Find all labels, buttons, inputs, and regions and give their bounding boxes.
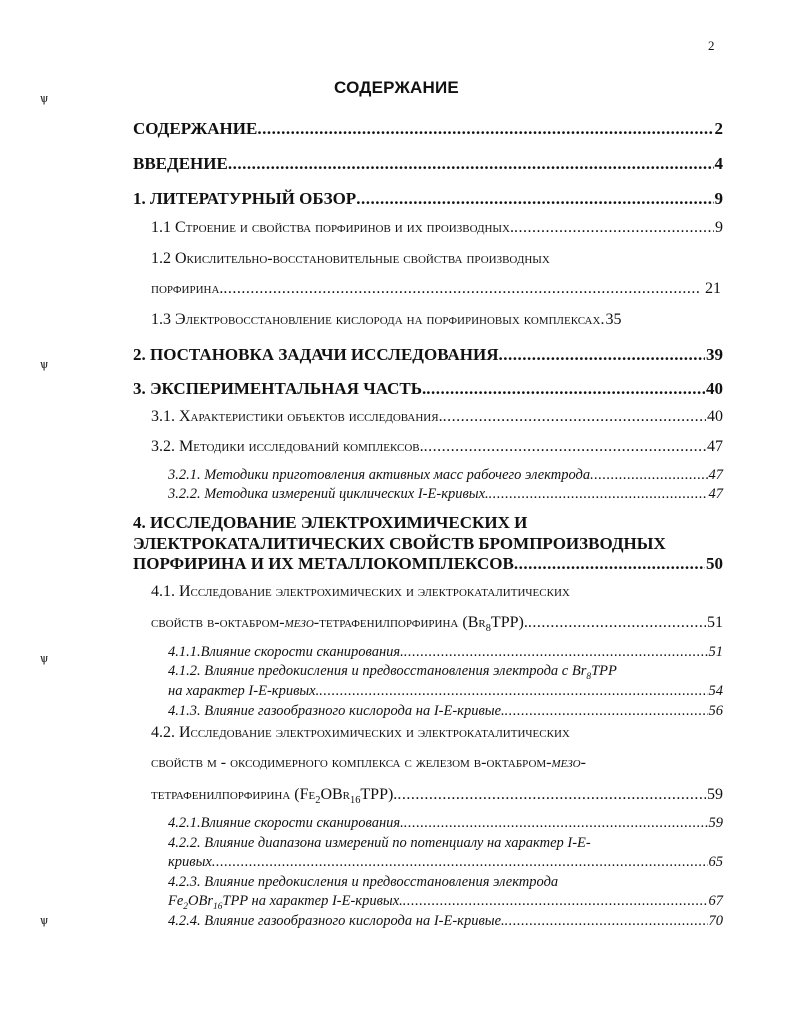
toc-page-number: 54	[708, 683, 723, 699]
toc-entry	[151, 408, 723, 426]
toc-entry-title: 4.2.4. Влияние газообразного кислорода на I-E-кривые.	[168, 913, 505, 929]
dot-leader	[228, 155, 714, 174]
title-part: OBr	[320, 786, 351, 803]
dot-leader	[404, 816, 708, 832]
dot-leader	[505, 914, 708, 930]
dot-leader	[489, 487, 708, 503]
page-title: СОДЕРЖАНИЕ	[334, 78, 459, 97]
toc-page-number: 51	[707, 614, 723, 631]
subscript: 8	[485, 623, 491, 635]
title-part-italic: мезо	[551, 754, 581, 771]
toc-entry	[168, 855, 723, 871]
dot-leader	[443, 408, 706, 426]
toc-entry	[133, 380, 723, 399]
subscript: 16	[350, 795, 361, 807]
toc-entry-title-line: 4. ИССЛЕДОВАНИЕ ЭЛЕКТРОХИМИЧЕСКИХ И	[133, 513, 528, 532]
toc-entry-title: 4.2.1.Влияние скорости сканирования.	[168, 815, 404, 831]
toc-page-number: 21	[705, 280, 721, 297]
toc-page-number: 9	[715, 219, 723, 236]
toc-entry-title	[151, 786, 397, 807]
dot-leader	[424, 438, 706, 456]
toc-entry-title: 3. ЭКСПЕРИМЕНТАЛЬНАЯ ЧАСТЬ.	[133, 379, 427, 398]
toc-entry	[151, 786, 723, 807]
toc-entry	[151, 311, 723, 329]
toc-page-number: 4	[714, 154, 723, 173]
title-part: свойств μ - оксодимерного комплекса с железом β-октабром-	[151, 754, 552, 771]
toc-page-number: 65	[708, 854, 723, 870]
page-number: 2	[708, 38, 715, 53]
dot-leader	[319, 684, 707, 700]
toc-page-number: 40	[706, 379, 723, 398]
dot-leader	[426, 380, 705, 399]
toc-entry-title: СОДЕРЖАНИЕ	[133, 119, 258, 138]
toc-page-number: 9	[714, 189, 723, 208]
title-part: 4.1.2. Влияние предокисления и предвосстановления электрода с Br	[168, 663, 587, 679]
dot-leader	[397, 786, 706, 804]
toc-entry-title: порфирина.	[151, 280, 224, 297]
dot-leader	[356, 190, 713, 209]
toc-page-number: 40	[707, 408, 723, 425]
title-part: TPP).	[360, 786, 398, 803]
toc-entry-title-line	[168, 664, 617, 682]
title-part: свойств β-октабром-	[151, 614, 285, 631]
toc-entry	[168, 645, 723, 661]
toc-entry	[151, 438, 723, 456]
toc-page-number: 70	[708, 913, 723, 929]
toc-entry-title: 2. ПОСТАНОВКА ЗАДАЧИ ИССЛЕДОВАНИЯ	[133, 345, 499, 364]
dot-leader	[403, 894, 708, 910]
toc-entry-title: 1. ЛИТЕРАТУРНЫЙ ОБЗОР	[133, 189, 357, 208]
title-part: тетрафенилпорфирина (Fe	[151, 786, 316, 803]
toc-entry	[168, 894, 723, 912]
toc-page-number: 59	[707, 786, 723, 803]
toc-entry-title: на характер I-E-кривых.	[168, 683, 320, 699]
title-part: OBr	[188, 893, 213, 909]
toc-page-number: 35	[605, 311, 622, 328]
toc-entry-title-line: 4.2.2. Влияние диапазона измерений по потенциалу на характер I-E-	[168, 835, 591, 851]
toc-entry-title-line	[151, 754, 586, 772]
toc-entry	[151, 219, 723, 237]
toc-page-number: 56	[708, 703, 723, 719]
dot-leader	[528, 614, 706, 632]
toc-page-number: 47	[708, 467, 723, 483]
toc-entry-title: ПОРФИРИНА И ИХ МЕТАЛЛОКОМПЛЕКСОВ	[133, 554, 514, 573]
toc-entry-title	[168, 894, 403, 912]
toc-entry-title: 3.1. Характеристики объектов исследования.	[151, 408, 443, 425]
toc-entry	[168, 816, 723, 832]
toc-entry	[168, 704, 723, 720]
subscript: 16	[212, 901, 223, 912]
toc-page-number: 50	[706, 554, 723, 573]
margin-scan-mark: ѱ	[40, 356, 49, 371]
toc-entry-title	[151, 614, 528, 635]
toc-entry	[151, 614, 723, 635]
margin-scan-mark: ѱ	[40, 912, 49, 927]
toc-page-number: 67	[708, 893, 723, 909]
title-part: Fe	[168, 893, 184, 909]
margin-scan-mark: ѱ	[40, 90, 49, 105]
subscript: 8	[586, 671, 592, 682]
dot-leader	[223, 280, 699, 298]
toc-page-number: 51	[708, 644, 723, 660]
toc-entry	[168, 684, 723, 700]
toc-page-number: 2	[714, 119, 723, 138]
title-part: TPP).	[490, 614, 528, 631]
toc-entry-title: 1.1 Строение и свойства порфиринов и их производных.	[151, 219, 514, 236]
dot-leader	[590, 468, 707, 484]
toc-entry-title: 3.2.1. Методики приготовления активных масс рабочего электрода	[168, 467, 591, 483]
margin-scan-mark: ѱ	[40, 650, 49, 665]
title-part: TPP на характер I-E-кривых.	[222, 893, 403, 909]
subscript: 2	[183, 901, 188, 912]
toc-entry	[133, 555, 723, 574]
dot-leader	[505, 704, 708, 720]
toc-entry-title: 1.3 Электровосстановление кислорода на порфириновых комплексах.	[151, 311, 605, 328]
toc-entry	[133, 155, 723, 174]
dot-leader	[404, 645, 708, 661]
dot-leader	[514, 555, 705, 574]
toc-entry-title-line: 4.2.3. Влияние предокисления и предвосстановления электрода	[168, 874, 559, 890]
dot-leader	[498, 346, 705, 365]
subscript: 2	[315, 795, 321, 807]
toc-entry-title: 3.2.2. Методика измерений циклических I-E-кривых.	[168, 486, 489, 502]
toc-entry	[168, 468, 723, 484]
toc-entry-title: 4.1.3. Влияние газообразного кислорода на I-E-кривые.	[168, 703, 505, 719]
toc-page-number: 47	[708, 486, 723, 502]
toc-entry	[133, 120, 723, 139]
title-part: TPP	[591, 663, 617, 679]
toc-page-number: 39	[706, 345, 723, 364]
toc-entry	[168, 487, 723, 503]
title-part-italic: мезо	[284, 614, 314, 631]
toc-entry	[133, 190, 723, 209]
title-part: -тетрафенилпорфирина (Br	[313, 614, 486, 631]
toc-entry	[133, 346, 723, 365]
toc-page-number: 47	[707, 438, 723, 455]
toc-entry-title-line: ЭЛЕКТРОКАТАЛИТИЧЕСКИХ СВОЙСТВ БРОМПРОИЗВОДНЫХ	[133, 534, 666, 553]
dot-leader	[514, 219, 714, 237]
toc-entry-title-line: 1.2 Окислительно-восстановительные свойства производных	[151, 250, 550, 267]
toc-entry-title: ВВЕДЕНИЕ	[133, 154, 228, 173]
toc-entry-title: кривых	[168, 854, 212, 870]
dot-leader	[212, 855, 708, 871]
toc-entry	[168, 914, 723, 930]
toc-page-number: 59	[708, 815, 723, 831]
toc-entry-title-line: 4.1. Исследование электрохимических и электрокаталитических	[151, 583, 570, 600]
toc-entry-title: 3.2. Методики исследований комплексов.	[151, 438, 424, 455]
toc-entry-title: 4.1.1.Влияние скорости сканирования.	[168, 644, 404, 660]
toc-entry	[151, 280, 721, 298]
title-part: -	[580, 754, 586, 771]
toc-entry-title-line: 4.2. Исследование электрохимических и электрокаталитических	[151, 724, 570, 741]
dot-leader	[257, 120, 713, 139]
